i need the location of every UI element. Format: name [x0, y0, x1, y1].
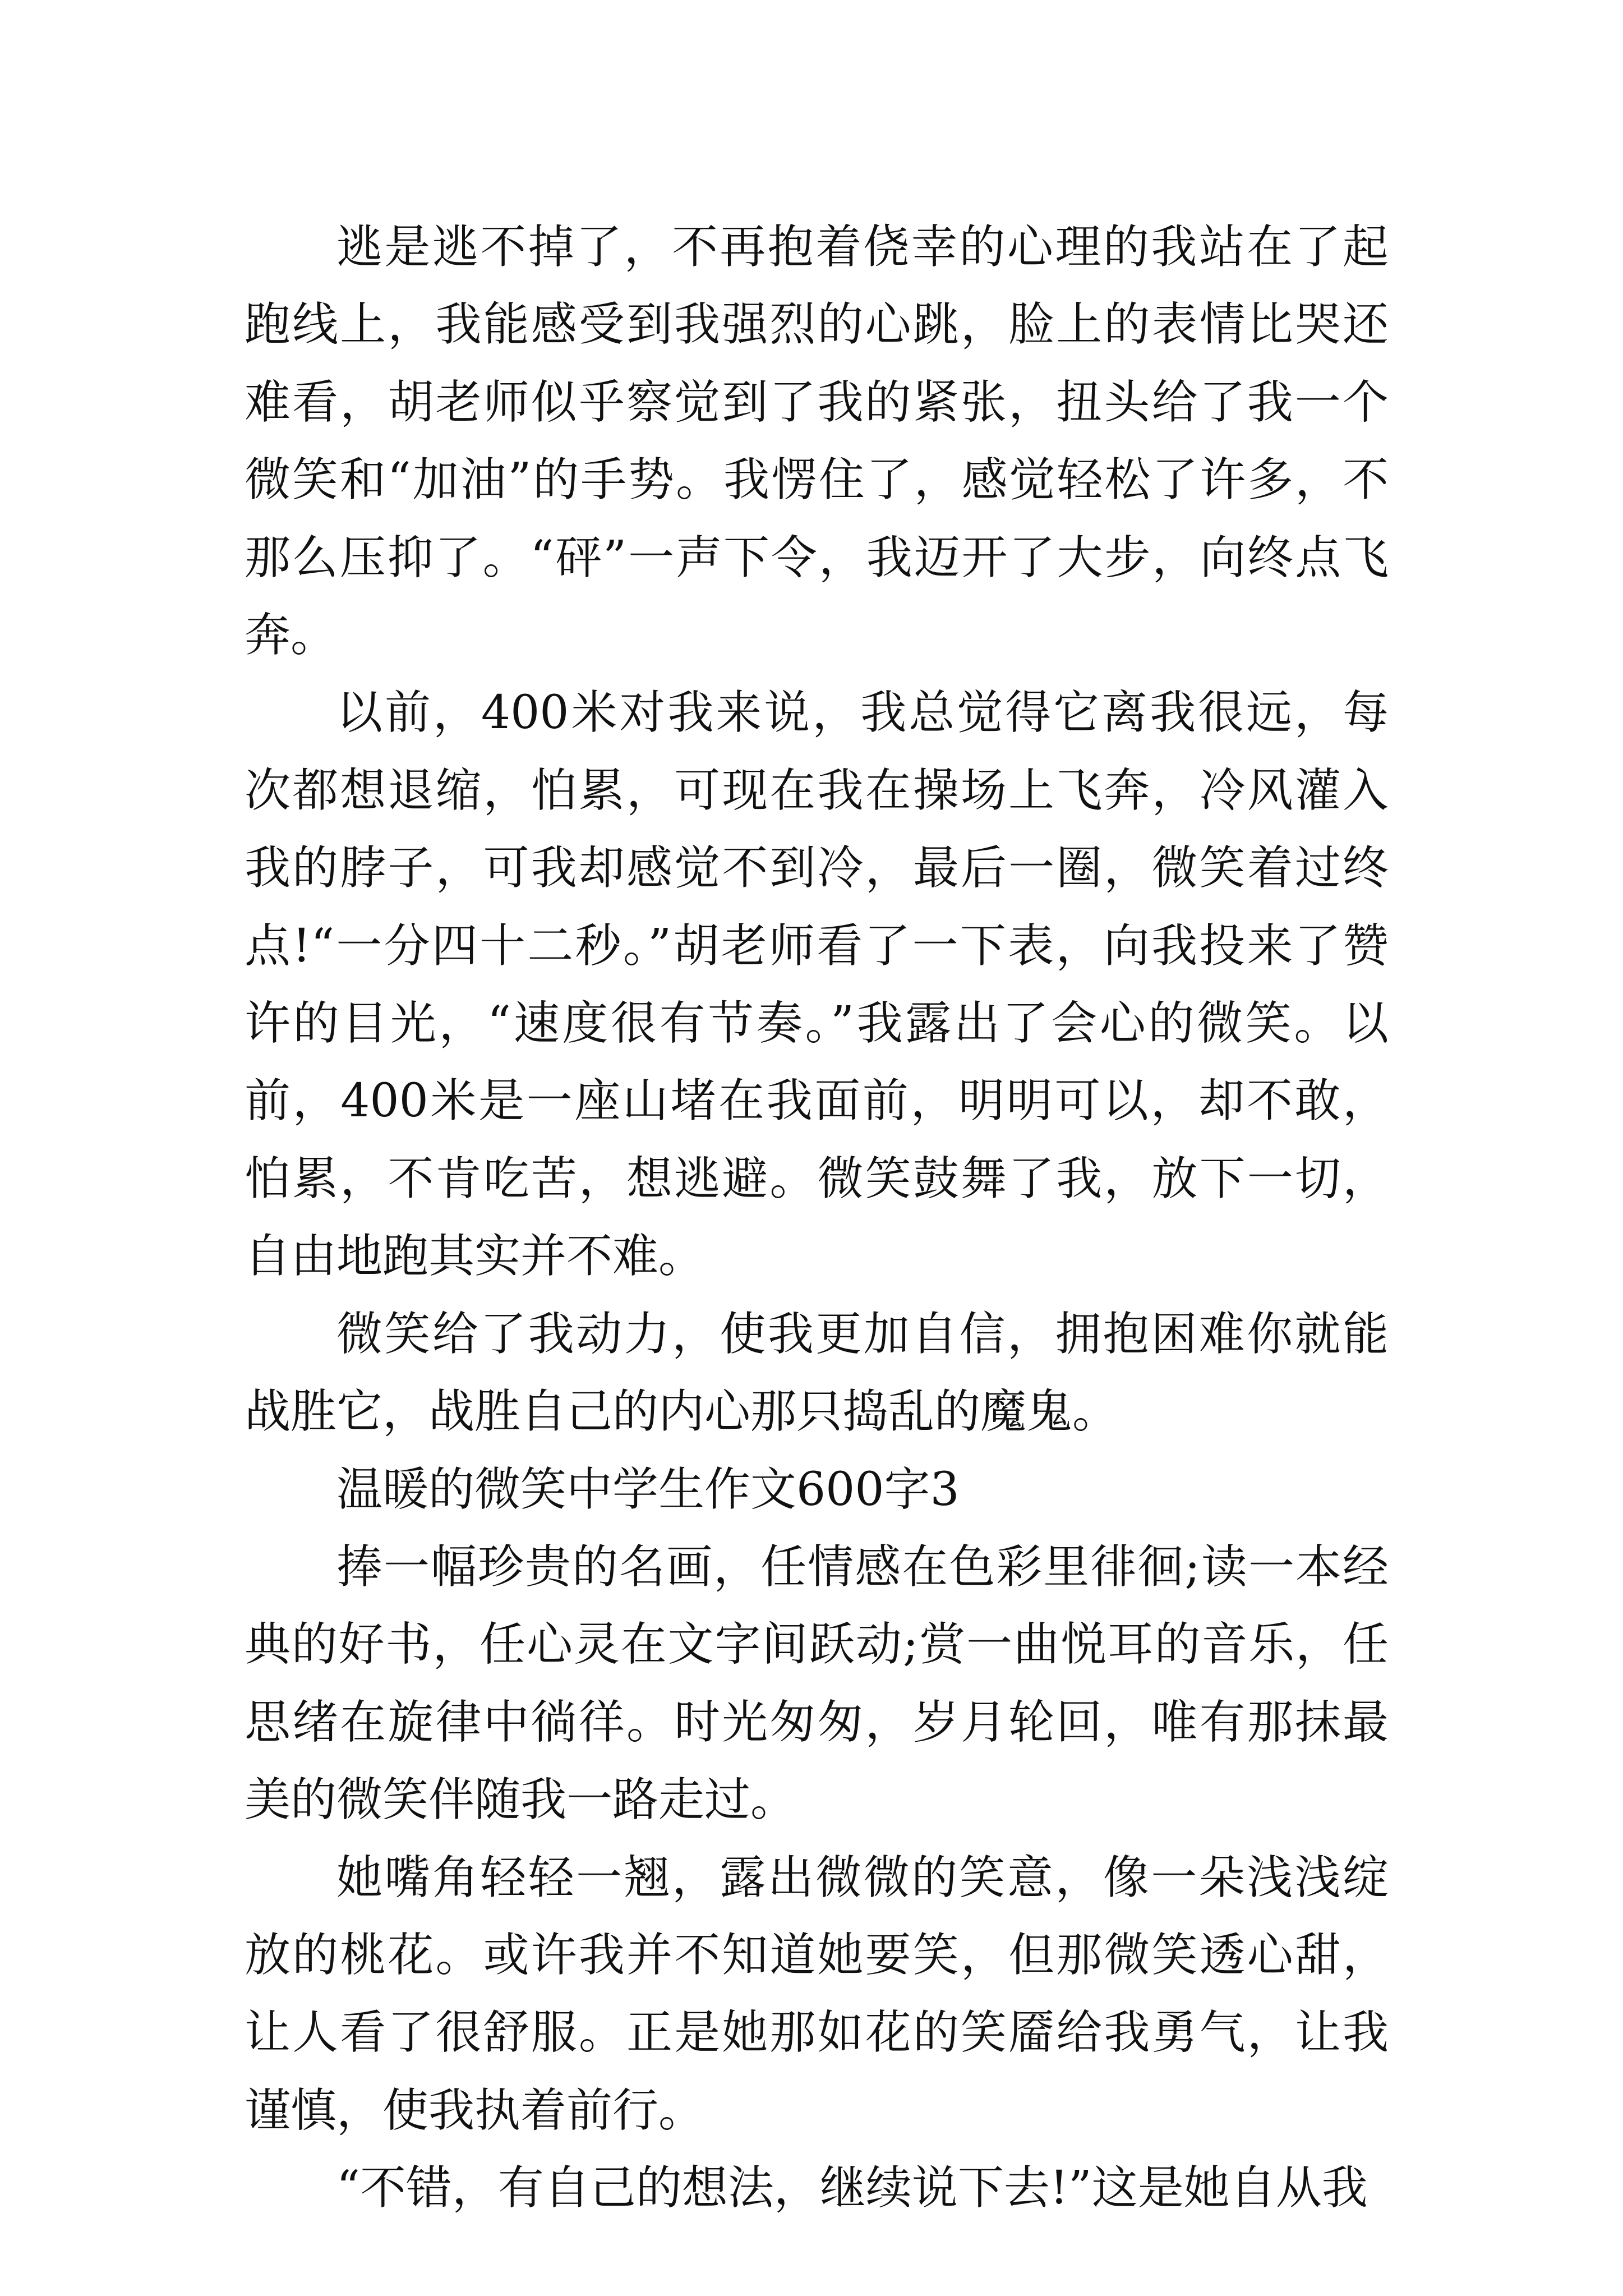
- paragraph-peach-blossom-smile: 她嘴角轻轻一翘，露出微微的笑意，像一朵浅浅绽放的桃花。或许我并不知道她要笑，但那微笑透心甜，让人看了很舒服。正是她那如花的笑靥给我勇气，让我谨慎，使我执着前行。: [245, 1851, 1389, 2137]
- document-body: [245, 209, 1389, 2228]
- paragraph-painting-book-music: 捧一幅珍贵的名画，任情感在色彩里徘徊;读一本经典的好书，任心灵在文字间跃动;赏一曲悦耳的音乐，任思绪在旋律中徜徉。时光匆匆，岁月轮回，唯有那抹最美的微笑伴随我一路走过。: [245, 1540, 1389, 1827]
- essay-heading: 温暖的微笑中学生作文600字3: [336, 1462, 960, 1516]
- paragraph-race-start: 逃是逃不掉了，不再抱着侥幸的心理的我站在了起跑线上，我能感受到我强烈的心跳，脸上的表情比哭还难看，胡老师似乎察觉到了我的紧张，扭头给了我一个微笑和“加油”的手势。我愣住了，感觉轻松了许多，不那么压抑了。“砰”一声下令，我迈开了大步，向终点飞奔。: [245, 220, 1389, 662]
- paragraph-quote-continue: “不错，有自己的想法，继续说下去!”这是她自从我: [336, 2161, 1368, 2215]
- paragraph-400m-run: 以前，400米对我来说，我总觉得它离我很远，每次都想退缩，怕累，可现在我在操场上飞奔，冷风灌入我的脖子，可我却感觉不到冷，最后一圈，微笑着过终点!“一分四十二秒。”胡老师看了一下表，向我投来了赞许的目光，“速度很有节奏。”我露出了会心的微笑。以前，400米是一座山堵在我面前，明明可以，却不敢，怕累，不肯吃苦，想逃避。微笑鼓舞了我，放下一切，自由地跑其实并不难。: [245, 686, 1389, 1283]
- paragraph-smile-motivation: 微笑给了我动力，使我更加自信，拥抱困难你就能战胜它，战胜自己的内心那只捣乱的魔鬼。: [245, 1307, 1389, 1439]
